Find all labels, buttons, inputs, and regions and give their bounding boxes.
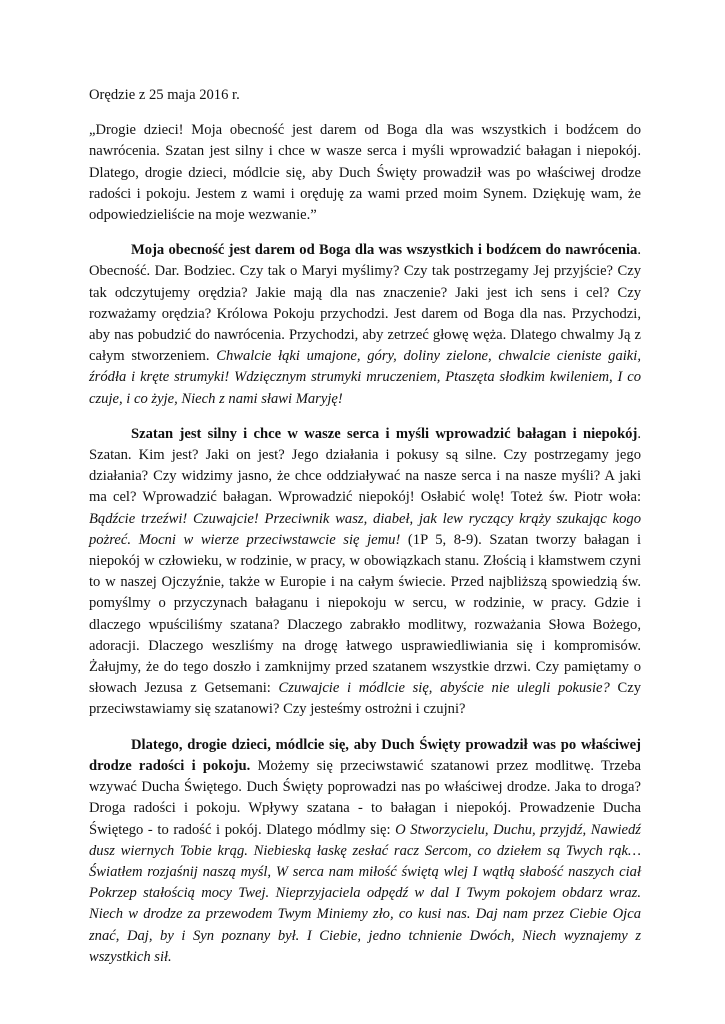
document-page: [89, 85, 641, 982]
section-3-prayer: O Stworzycielu, Duchu, przyjdź, Nawiedź dusz wiernych Tobie krąg. Niebieską łaskę zesłać racz Sercom, co dziełem są Twych rąk… Światłem rozjaśnij naszą myśl, W serca nam miłość świętą wlej I wątłą słabość naszych ciał Pokrzep stałością mocy Twej. Nieprzyjaciela odpędź w dal I Twym pokojem obdarz wraz. Niech w drodze za przewodem Twym Miniemy zło, co kusi nas. Daj nam przez Ciebie Ojca znać, Daj, by i Syn poznany był. I Ciebie, jedno tchnienie Dwóch, Niech wyznajemy z wszystkich sił.: [89, 821, 641, 965]
section-1-heading: Moja obecność jest darem od Boga dla was wszystkich i bodźcem do nawrócenia: [131, 242, 638, 259]
section-1-hymn: Chwalcie łąki umajone, góry, doliny zielone, chwalcie cieniste gaiki, źródła i kręte strumyki! Wdzięcznym strumyki mruczeniem, Ptaszęta słodkim kwileniem, I co czuje, i co żyje, Niech z nami sławi Maryję!: [89, 348, 641, 407]
section-1-body: Obecność. Dar. Bodziec. Czy tak o Maryi myślimy? Czy tak postrzegamy Jej przyjście? Czy tak odczytujemy orędzia? Jakie mają dla nas znaczenie? Jaki jest ich sens i cel? Czy rozważamy orędzia? Królowa Pokoju przychodzi. Jest darem od Boga dla nas. Przychodzi, aby nas pobudzić do nawrócenia. Przychodzi, aby zetrzeć głowę węża. Dlatego chwalmy Ją z całym stworzeniem.: [89, 263, 641, 365]
date-line: Orędzie z 25 maja 2016 r.: [89, 87, 240, 103]
section-2-gethsemane-quote: Czuwajcie i módlcie się, abyście nie ulegli pokusie?: [278, 680, 610, 697]
section-3-heading: Dlatego, drogie dzieci, módlcie się, aby Duch Święty prowadził was po właściwej drodze radości i pokoju.: [89, 736, 641, 774]
message-quote: „Drogie dzieci! Moja obecność jest darem od Boga dla was wszystkich i bodźcem do nawrócenia. Szatan jest silny i chce w wasze serca i myśli wprowadzić bałagan i niepokój. Dlatego, drogie dzieci, módlcie się, aby Duch Święty prowadził was po właściwej drodze radości i pokoju. Jestem z wami i oręduję za wami przed moim Synem. Dziękuję wam, że odpowiedzieliście na moje wezwanie.”: [89, 122, 641, 224]
section-3-body: Możemy się przeciwstawić szatanowi przez modlitwę. Trzeba wzywać Ducha Świętego. Duch Święty poprowadzi nas po właściwej drodze. Jaka to droga? Droga radości i pokoju. Wpływy szatana - to bałagan i niepokój. Prowadzenie Ducha Świętego - to radość i pokój. Dlatego módlmy się:: [89, 757, 641, 838]
section-2-body-2: (1P 5, 8-9). Szatan tworzy bałagan i niepokój w człowieku, w rodzinie, w pracy, w obowiązkach stanu. Złością i kłamstwem czyni to w naszej Ojczyźnie, także w Europie i na całym świecie. Przed najbliższą spowiedzią św. pomyślmy o przyczynach bałaganu i niepokoju w sercu, w rodzinie, w pracy. Gdzie i dlaczego wpuściliśmy szatana? Dlaczego zabrakło modlitwy, rozważania Słowa Bożego, adoracji. Dlaczego weszliśmy na drogę łatwego usprawiedliwiania się i kompromisów. Żałujmy, że do tego doszło i zamknijmy przed szatanem wszystkie drzwi. Czy pamiętamy o słowach Jezusa z Getsemani:: [89, 531, 641, 697]
section-2-heading-end: .: [637, 425, 641, 442]
section-2-heading: Szatan jest silny i chce w wasze serca i myśli wprowadzić bałagan i niepokój: [131, 425, 638, 442]
section-1-heading-end: .: [637, 242, 641, 259]
section-3-paragraph: [89, 735, 641, 968]
section-1-paragraph: [89, 240, 641, 410]
section-2-paragraph: [89, 424, 641, 721]
section-2-body-3: Czy przeciwstawiamy się szatanowi? Czy jesteśmy ostrożni i czujni?: [89, 680, 642, 718]
section-2-body-1: Szatan. Kim jest? Jaki on jest? Jego działania i pokusy są silne. Czy postrzegamy jego działania? Czy widzimy jasno, że chce oddziaływać na nasze serca i na nasze myśli? A jaki ma cel? Wprowadzić bałagan. Wprowadzić niepokój! Osłabić wolę! Toteż św. Piotr woła:: [89, 447, 641, 506]
section-2-scripture-quote: Bądźcie trzeźwi! Czuwajcie! Przeciwnik wasz, diabeł, jak lew ryczący krąży szukając kogo pożreć. Mocni w wierze przeciwstawcie się jemu!: [89, 510, 641, 548]
